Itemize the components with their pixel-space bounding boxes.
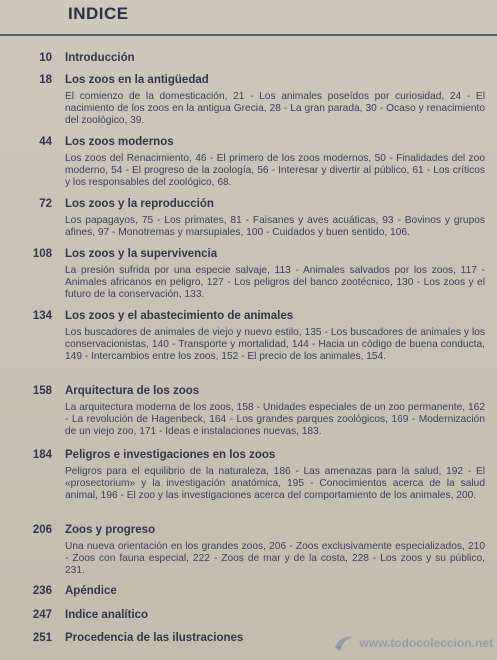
toc-page-number: 236 <box>32 585 52 597</box>
toc-heading: Introducción <box>65 52 135 64</box>
toc-page-number: 184 <box>32 449 52 461</box>
toc-page-number: 134 <box>32 310 52 322</box>
toc-page-number: 158 <box>32 385 52 397</box>
toc-heading: Los zoos y la reproducción <box>65 198 214 210</box>
toc-page-number: 247 <box>32 609 52 621</box>
toc-subtitles: Peligros para el equilibrio de la naturaleza, 186 - Las amenazas para la salud, 192 - El «prosectorium» y la investigación anatómica, 195 - Conocimientos acerca de la salud animal, 196 - El zoo y las investigaciones acerca del comportamiento de los animales, 200. <box>65 466 485 501</box>
toc-heading: Los zoos en la antigüedad <box>65 74 209 86</box>
toc-subtitles: La presión sufrida por una especie salvaje, 113 - Animales salvados por los zoos, 117 - Animales africanos en peligro, 127 - Los peligros del banco zootécnico, 130 - Los zoos y el futuro de la conservación, 133. <box>65 265 485 300</box>
toc-subtitles: Los papagayos, 75 - Los primates, 81 - Faisanes y aves acuáticas, 93 - Bovinos y grupos afines, 97 - Monotremas y marsupiales, 100 - Cuidados y buen sentido, 106. <box>65 215 485 238</box>
todocoleccion-logo-icon <box>333 634 355 652</box>
toc-subtitles: Una nueva orientación en los grandes zoos, 206 - Zoos exclusivamente especializados, 210 - Zoos con fauna especial, 222 - Zoos de mar y de la costa, 228 - Los zoos y su público, 231. <box>65 541 485 576</box>
toc-page-number: 44 <box>39 136 52 148</box>
toc-heading: Peligros e investigaciones en los zoos <box>65 449 276 461</box>
toc-page-number: 251 <box>32 632 52 644</box>
toc-heading: Los zoos y el abastecimiento de animales <box>65 310 294 322</box>
toc-page-number: 108 <box>32 248 52 260</box>
watermark-text: www.todocoleccion.net <box>359 636 493 650</box>
toc-page-number: 72 <box>39 198 52 210</box>
toc-heading: Procedencia de las ilustraciones <box>65 632 244 644</box>
toc-heading: Apéndice <box>65 585 117 597</box>
toc-subtitles: Los buscadores de animales de viejo y nuevo estilo, 135 - Los buscadores de animales y los conservacionistas, 140 - Transporte y mortalidad, 144 - Hacia un código de buena conducta, 149 - Intercambios entre los zoos, 152 - El precio de los animales, 154. <box>65 327 485 362</box>
toc-subtitles: La arquitectura moderna de los zoos, 158 - Unidades especiales de un zoo permanente, 162 - La revolución de Hagenbeck, 164 - Los grandes parques zoológicos, 169 - Modernización de un viejo zoo, 171 - Ideas e instalaciones nuevas, 183. <box>65 402 485 437</box>
toc-subtitles: Los zoos del Renacimiento, 46 - El primero de los zoos modernos, 50 - Finalidades del zoo moderno, 54 - El progreso de la zoología, 56 - Interesar y divertir al público, 61 - Los críticos y los responsables del zoológico, 68. <box>65 153 485 188</box>
toc-heading: Arquitectura de los zoos <box>65 385 200 397</box>
toc-subtitles: El comienzo de la domesticación, 21 - Los animales poseídos por curiosidad, 24 - El nacimiento de los zoos en la antigua Grecia, 28 - La gran parada, 30 - Ocaso y renacimiento del zoológico, 39. <box>65 91 485 126</box>
watermark <box>333 634 493 652</box>
toc-page-number: 10 <box>39 52 52 64</box>
page-title: INDICE <box>68 4 129 23</box>
toc-heading: Los zoos modernos <box>65 136 174 148</box>
title-divider <box>0 34 497 36</box>
toc-heading: Indice analítico <box>65 609 149 621</box>
toc-page-number: 18 <box>39 74 52 86</box>
toc-page-number: 206 <box>32 524 52 536</box>
toc-heading: Los zoos y la supervivencia <box>65 248 218 260</box>
toc-heading: Zoos y progreso <box>65 524 156 536</box>
